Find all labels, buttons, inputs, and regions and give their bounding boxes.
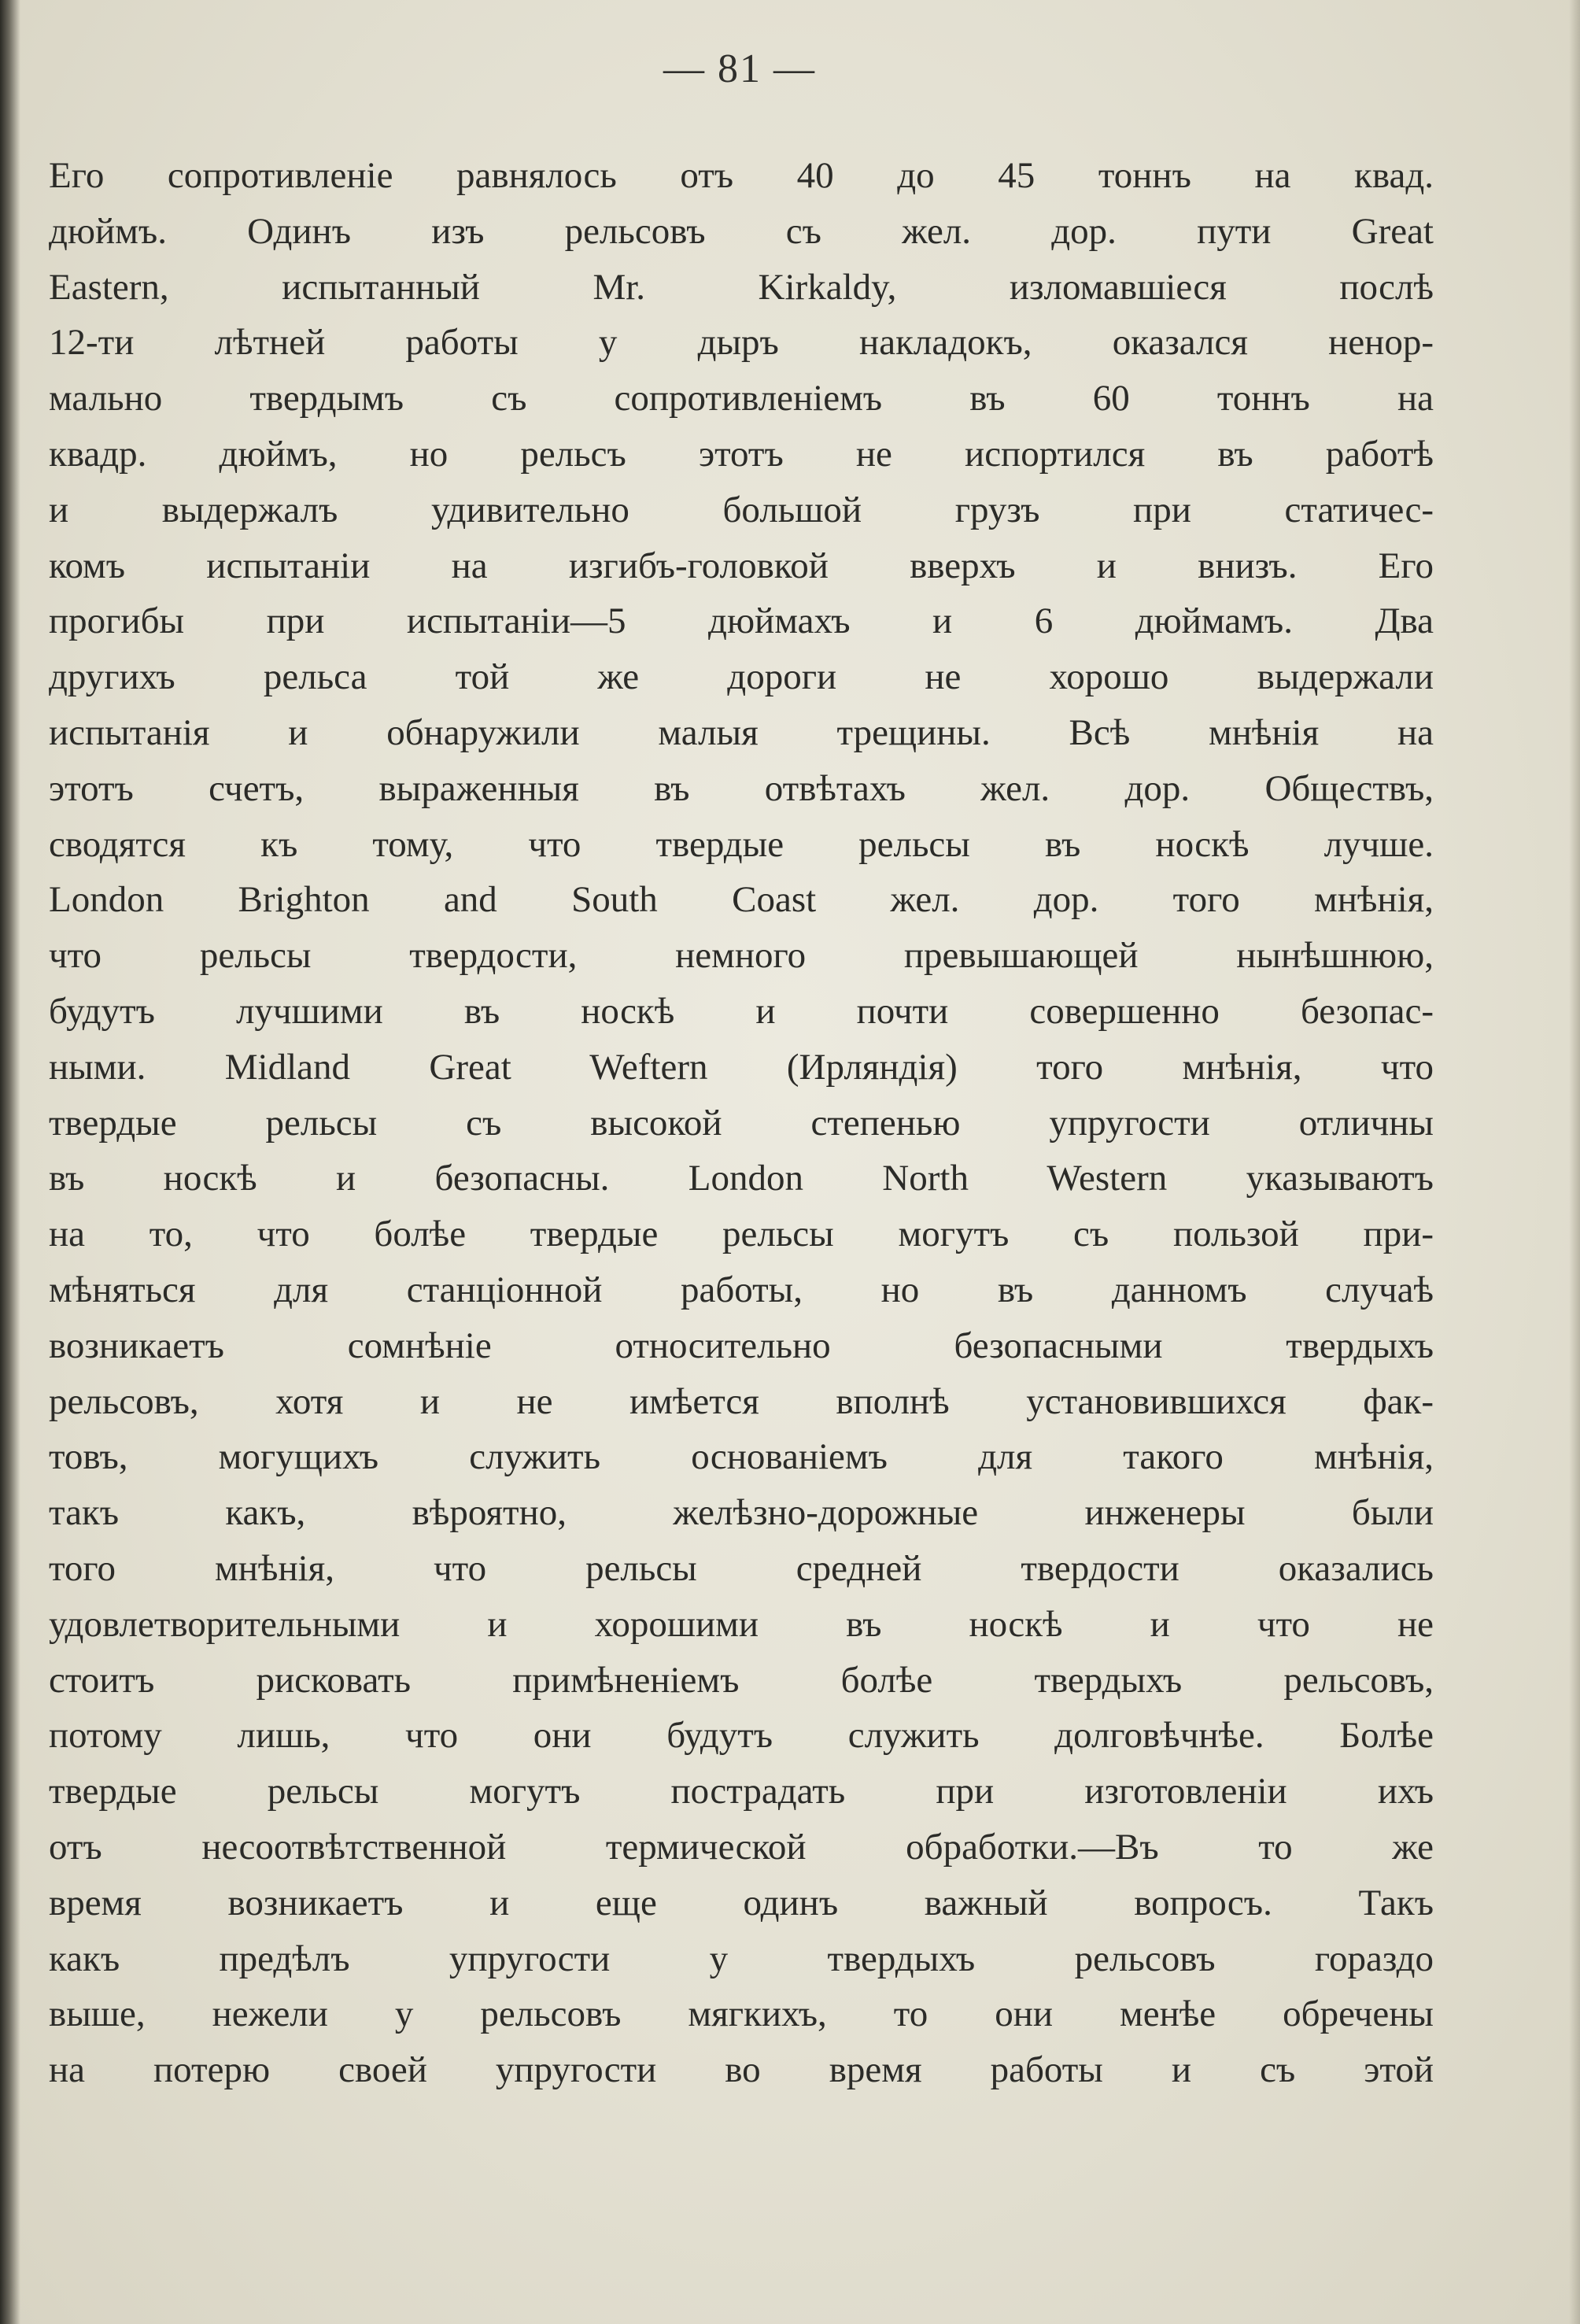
text-line: какъ предѣлъ упругости у твердыхъ рельсовъ гораздо (49, 1938, 1434, 1979)
text-line: этотъ счетъ, выраженныя въ отвѣтахъ жел. дор. Обществъ, (49, 767, 1434, 809)
text-line: что рельсы твердости, немного превышающей нынѣшнюю, (49, 935, 1434, 977)
text-line: Его сопротивленіе равнялось отъ 40 до 45 тоннъ на квад. (49, 155, 1434, 196)
text-line: въ носкѣ и безопасны. London North Western указываютъ (49, 1158, 1434, 1199)
text-line: 12-ти лѣтней работы у дыръ накладокъ, оказался ненор- (49, 322, 1434, 364)
text-line: товъ, могущихъ служить основаніемъ для такого мнѣнія, (49, 1436, 1434, 1478)
body-text (49, 148, 1434, 2098)
text-line: такъ какъ, вѣроятно, желѣзно-дорожные инженеры были (49, 1492, 1434, 1534)
text-line: дюймъ. Одинъ изъ рельсовъ съ жел. дор. пути Great (49, 210, 1434, 252)
text-line: твердые рельсы могутъ пострадать при изготовленіи ихъ (49, 1771, 1434, 1812)
text-line: мально твердымъ съ сопротивленіемъ въ 60 тоннъ на (49, 378, 1434, 419)
text-line: время возникаетъ и еще одинъ важный вопросъ. Такъ (49, 1882, 1434, 1923)
text-line: прогибы при испытаніи—5 дюймахъ и 6 дюймамъ. Два (49, 600, 1434, 642)
text-line: сводятся къ тому, что твердые рельсы въ носкѣ лучше. (49, 823, 1434, 865)
text-line: мѣняться для станціонной работы, но въ данномъ случаѣ (49, 1269, 1434, 1310)
text-line: твердые рельсы съ высокой степенью упругости отличны (49, 1102, 1434, 1144)
text-line: того мнѣнія, что рельсы средней твердости оказались (49, 1547, 1434, 1589)
text-line: возникаетъ сомнѣніе относительно безопасными твердыхъ (49, 1325, 1434, 1366)
text-line: London Brighton and South Coast жел. дор. того мнѣнія, (49, 879, 1434, 921)
text-line: будутъ лучшими въ носкѣ и почти совершенно безопас- (49, 990, 1434, 1032)
text-line: удовлетворительными и хорошими въ носкѣ и что не (49, 1603, 1434, 1645)
binding-shadow (0, 0, 20, 2324)
text-line: рельсовъ, хотя и не имѣется вполнѣ установившихся фак- (49, 1380, 1434, 1422)
text-line: ными. Midland Great Weftern (Ирляндія) того мнѣнія, что (49, 1046, 1434, 1088)
text-line: квадр. дюймъ, но рельсъ этотъ не испортился въ работѣ (49, 433, 1434, 475)
page-number: — 81 — (663, 46, 816, 91)
text-line: Eastern, испытанный Mr. Kirkaldy, изломавшіеся послѣ (49, 266, 1434, 308)
text-line: испытанія и обнаружили малыя трещины. Всѣ мнѣнія на (49, 711, 1434, 753)
text-line: комъ испытаніи на изгибъ-головкой вверхъ и внизъ. Его (49, 545, 1434, 586)
page-edge (1569, 0, 1580, 2324)
text-line: стоитъ рисковать примѣненіемъ болѣе твердыхъ рельсовъ, (49, 1659, 1434, 1701)
text-line: и выдержалъ удивительно большой грузъ при статичес- (49, 489, 1434, 530)
text-line: потому лишь, что они будутъ служить долговѣчнѣе. Болѣе (49, 1715, 1434, 1757)
text-line: выше, нежели у рельсовъ мягкихъ, то они менѣе обречены (49, 1993, 1434, 2035)
text-line: на то, что болѣе твердые рельсы могутъ съ пользой при- (49, 1214, 1434, 1255)
text-line: другихъ рельса той же дороги не хорошо выдержали (49, 656, 1434, 698)
text-line: отъ несоотвѣтственной термической обработки.—Въ то же (49, 1826, 1434, 1868)
text-line: на потерю своей упругости во время работы и съ этой (49, 2049, 1434, 2091)
